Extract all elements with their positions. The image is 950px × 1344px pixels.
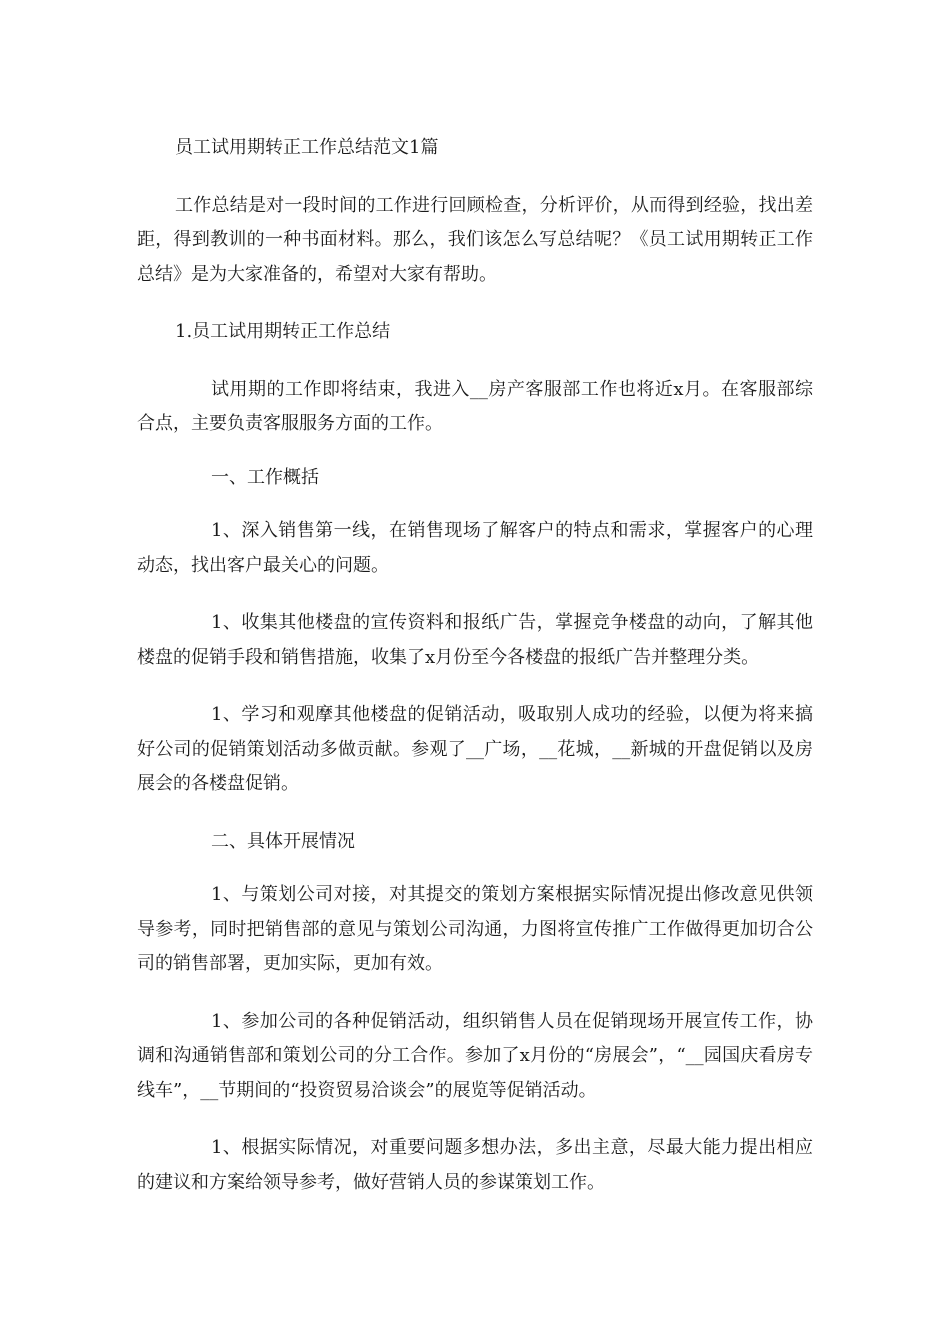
part1-item: 1、深入销售第一线，在销售现场了解客户的特点和需求，掌握客户的心理动态，找出客户最关心的问题。 bbox=[137, 520, 813, 576]
document-title: 员工试用期转正工作总结范文1篇 bbox=[175, 137, 439, 158]
part2-item: 1、根据实际情况，对重要问题多想办法，多出主意，尽最大能力提出相应的建议和方案给领导参考，做好营销人员的参谋策划工作。 bbox=[137, 1137, 813, 1193]
section-heading: 1.员工试用期转正工作总结 bbox=[175, 321, 391, 342]
part2-item: 1、参加公司的各种促销活动，组织销售人员在促销现场开展宣传工作，协调和沟通销售部和策划公司的分工合作。参加了x月份的“房展会”，“__园国庆看房专线车”，__节期间的“投资贸易洽谈会”的展览等促销活动。 bbox=[137, 1010, 813, 1101]
document-body bbox=[137, 131, 813, 1200]
part1-item: 1、收集其他楼盘的宣传资料和报纸广告，掌握竞争楼盘的动向，了解其他楼盘的促销手段和销售措施，收集了x月份至今各楼盘的报纸广告并整理分类。 bbox=[137, 612, 813, 668]
intro-paragraph: 工作总结是对一段时间的工作进行回顾检查，分析评价，从而得到经验，找出差距，得到教训的一种书面材料。那么，我们该怎么写总结呢？《员工试用期转正工作总结》是为大家准备的，希望对大家有帮助。 bbox=[137, 194, 813, 285]
part2-item: 1、与策划公司对接，对其提交的策划方案根据实际情况提出修改意见供领导参考，同时把销售部的意见与策划公司沟通，力图将宣传推广工作做得更加切合公司的销售部署，更加实际，更加有效。 bbox=[137, 884, 813, 974]
part1-item: 1、学习和观摩其他楼盘的促销活动，吸取别人成功的经验，以便为将来搞好公司的促销策划活动多做贡献。参观了__广场，__花城，__新城的开盘促销以及房展会的各楼盘促销。 bbox=[137, 704, 813, 794]
part2-heading: 二、具体开展情况 bbox=[211, 830, 355, 852]
part1-heading: 一、工作概括 bbox=[211, 466, 319, 488]
opening-paragraph: 试用期的工作即将结束，我进入__房产客服部工作也将近x月。在客服部综合点，主要负责客服服务方面的工作。 bbox=[137, 378, 813, 434]
